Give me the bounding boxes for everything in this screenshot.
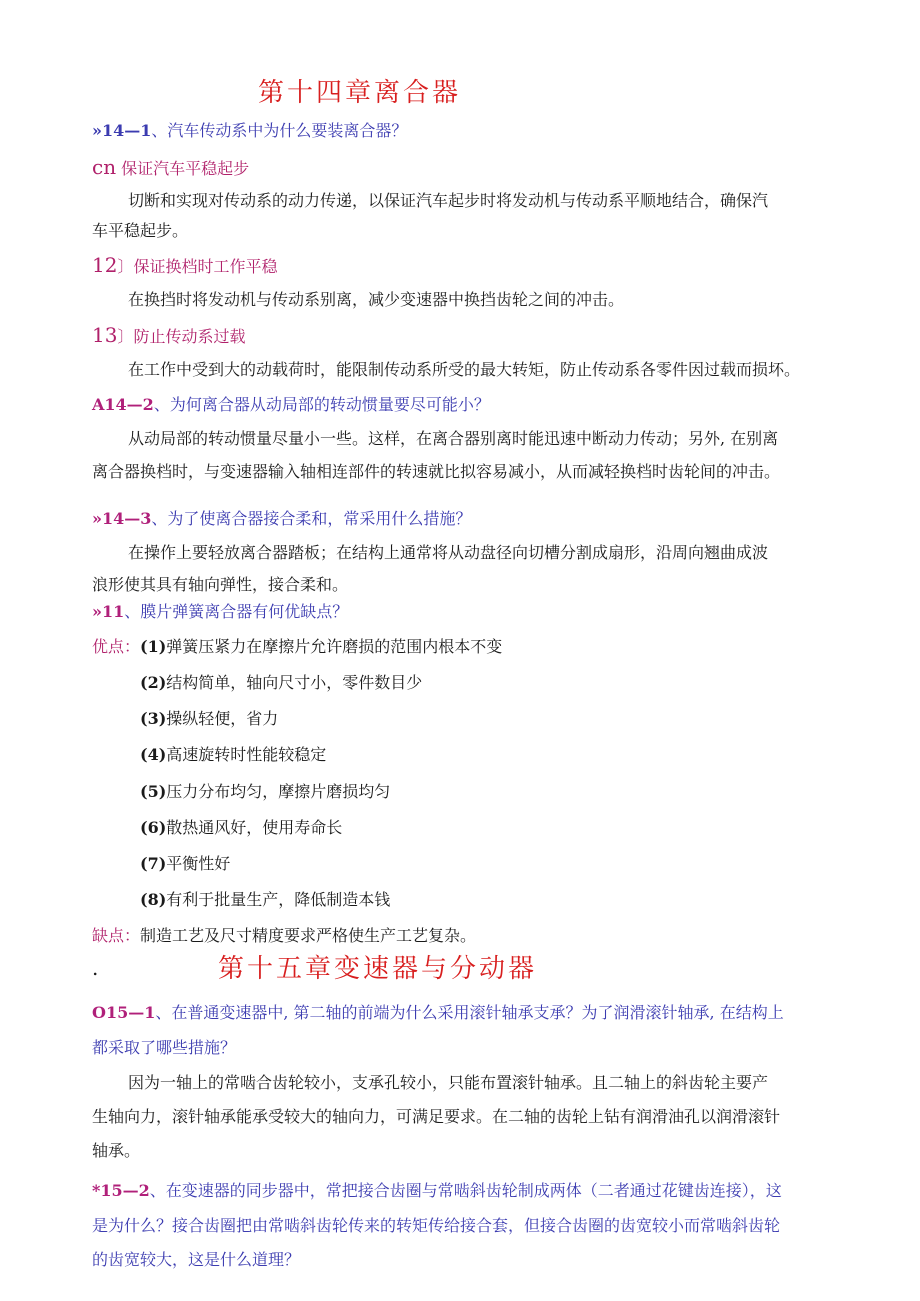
question-text: 、汽车传动系中为什么要装离合器？ <box>151 121 408 140</box>
question-number: »14—1 <box>92 121 152 140</box>
question-text: 、膜片弹簧离合器有何优缺点？ <box>124 602 349 621</box>
subheading-number: 12 <box>92 253 118 277</box>
paragraph-line: 浪形使其具有轴向弹性，接合柔和。 <box>92 575 349 594</box>
subheading-text: 〕防止传动系过载 <box>117 327 246 346</box>
pros-item: (5)压力分布均匀，摩擦片磨损均匀 <box>140 782 391 801</box>
paragraph-line: 轴承。 <box>92 1141 141 1160</box>
pros-item: (1)弹簧压紧力在摩擦片允许磨损的范围内根本不变 <box>140 637 503 656</box>
pros-item: (7)平衡性好 <box>140 854 231 873</box>
question-text: 、为了使离合器接合柔和，常采用什么措施？ <box>151 509 472 528</box>
question-15-1 <box>92 1003 784 1023</box>
question-number: »11 <box>92 602 125 621</box>
question-text: 、在变速器的同步器中，常把接合齿圈与常啮斜齿轮制成两体（二者通过花键齿连接），这 <box>149 1181 782 1200</box>
question-number: *15—2 <box>92 1181 150 1200</box>
pros-line <box>92 637 502 657</box>
question-number: A14—2 <box>92 395 154 414</box>
question-15-2 <box>92 1181 782 1201</box>
question-14-4 <box>92 602 348 622</box>
paragraph-line: 在操作上要轻放离合器踏板；在结构上通常将从动盘径向切槽分割成扇形，沿周向翘曲成波 <box>128 543 769 562</box>
paragraph-line: 在换挡时将发动机与传动系别离，减少变速器中换挡齿轮之间的冲击。 <box>128 290 625 309</box>
paragraph-line: 离合器换档时，与变速器输入轴相连部件的转速就比拟容易减小，从而减轻换档时齿轮间的冲击。 <box>92 462 781 481</box>
subheading-number: cn <box>92 155 117 179</box>
subheading-text: 〕保证换档时工作平稳 <box>117 257 278 276</box>
question-text: 、在普通变速器中, 第二轴的前端为什么采用滚针轴承支承？为了润滑滚针轴承, 在结构上 <box>155 1003 784 1022</box>
paragraph-line: 切断和实现对传动系的动力传递，以保证汽车起步时将发动机与传动系平顺地结合，确保汽 <box>128 191 769 210</box>
cons-line <box>92 926 476 946</box>
paragraph-line: 车平稳起步。 <box>92 221 189 240</box>
question-continuation: 都采取了哪些措施？ <box>92 1038 237 1057</box>
paragraph-line: 因为一轴上的常啮合齿轮较小，支承孔较小，只能布置滚针轴承。且二轴上的斜齿轮主要产 <box>128 1073 769 1092</box>
bullet-dot: . <box>92 956 99 980</box>
question-number: O15—1 <box>92 1003 156 1022</box>
cons-label: 缺点： <box>92 926 141 945</box>
question-number: »14—3 <box>92 509 152 528</box>
paragraph-line: 在工作中受到大的动载荷时，能限制传动系所受的最大转矩，防止传动系各零件因过载而损坏。 <box>128 360 801 379</box>
pros-item: (2)结构简单，轴向尺寸小，零件数目少 <box>140 673 423 692</box>
paragraph-line: 从动局部的转动惯量尽量小一些。这样，在离合器别离时能迅速中断动力传动；另外, 在别离 <box>128 429 779 448</box>
question-14-3 <box>92 509 471 529</box>
paragraph-line: 生轴向力，滚针轴承能承受较大的轴向力，可满足要求。在二轴的齿轮上钻有润滑油孔以润滑滚针 <box>92 1107 781 1126</box>
subheading-1 <box>92 157 249 179</box>
chapter-14-title: 第十四章离合器 <box>258 78 462 108</box>
pros-item: (4)高速旋转时性能较稳定 <box>140 745 327 764</box>
chapter-15-title: 第十五章变速器与分动器 <box>218 954 538 984</box>
subheading-2 <box>92 255 277 277</box>
question-continuation: 是为什么？接合齿圈把由常啮斜齿轮传来的转矩传给接合套，但接合齿圈的齿宽较小而常啮斜齿轮 <box>92 1216 781 1235</box>
pros-label: 优点： <box>92 637 141 656</box>
question-text: 、为何离合器从动局部的转动惯量要尽可能小？ <box>153 395 490 414</box>
pros-item: (8)有利于批量生产，降低制造本钱 <box>140 890 391 909</box>
question-14-1 <box>92 121 407 141</box>
pros-item: (6)散热通风好，使用寿命长 <box>140 818 343 837</box>
pros-item: (3)操纵轻便，省力 <box>140 709 279 728</box>
subheading-3 <box>92 325 245 347</box>
subheading-number: 13 <box>92 323 118 347</box>
subheading-text: 保证汽车平稳起步 <box>116 159 250 178</box>
question-continuation: 的齿宽较大，这是什么道理？ <box>92 1250 301 1269</box>
question-14-2 <box>92 395 490 415</box>
cons-text: 制造工艺及尺寸精度要求严格使生产工艺复杂。 <box>140 926 477 945</box>
